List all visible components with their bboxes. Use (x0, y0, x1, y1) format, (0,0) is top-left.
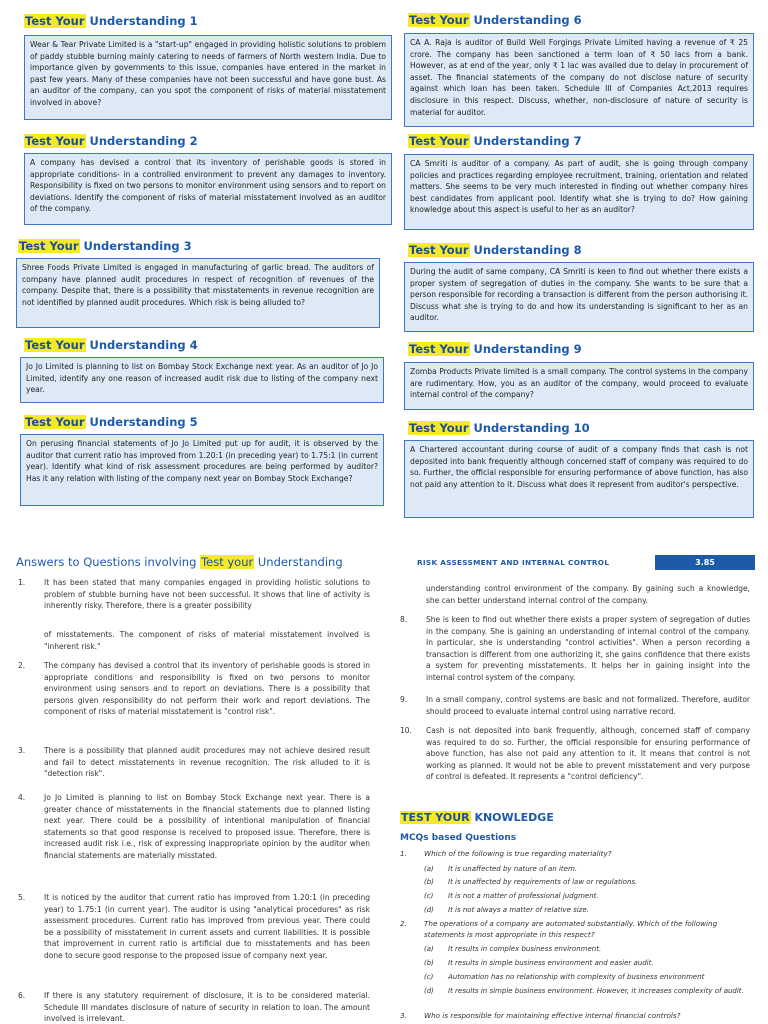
tyu-box-7: CA Smriti is auditor of a company. As part of audit, she is going through company policies and practices regarding employee recruitment, training, orientation and related matters. She seems to be very much interested in finding out whether company hires best candidates from applicant pool. Identify what she is trying to do? How gaining knowledge about this aspect is useful to her as an auditor? (404, 154, 754, 230)
running-header (417, 555, 757, 571)
answer-item: of misstatements. The component of risks of material misstatement involved is "inherent risk." (44, 630, 370, 651)
mcq-question: 2. The operations of a company are automated substantially. Which of the following statements is most appropriate in this respect? (400, 919, 718, 939)
mcq-option: (b) It is unaffected by requirements of law or regulations. (424, 878, 638, 886)
tyu-box-6: CA A. Raja is auditor of Build Well Forgings Private Limited having a revenue of ₹ 25 crore. The company has been sanctioned a term loan of ₹ 50 lacs from a bank. However, as at end of the year, only ₹ 1 lac was availed due to delay in procurement of asset. The financial statements of the company do not disclose nature of security against which loan has been taken. Schedule III of Companies Act,2013 requires disclosure in this respect. Discuss, whether, non-disclosure of nature of security is material for auditor. (404, 33, 754, 127)
tyu-box-9: Zomba Products Private limited is a small company. The control systems in the company are rudimentary. How, you as an auditor of the company, would proceed to evaluate internal control of the company? (404, 362, 754, 410)
tyu-heading-4: Test Your Understanding 4 (25, 338, 198, 352)
tyu-box-2: A company has devised a control that its inventory of perishable goods is stored in appropriate conditions- in a controlled environment to prevent any damages to inventory. Responsibility is fixed on two persons to monitor environment using sensors and to report on deviations. Identify the component of risks of material misstatement involved as an auditor of the company. (24, 153, 392, 225)
test-your-knowledge-heading: TEST YOUR KNOWLEDGE (401, 811, 554, 824)
answer-item: 3. There is a possibility that planned audit procedures may not achieve desired result and fail to detect misstatements in revenue recognition. The risk alluded to it is "detection risk". (18, 746, 370, 779)
answer-item: 5. It is noticed by the auditor that current ratio has improved from 1.20:1 (in preceding year) to 1.75:1 (in current year). The auditor is using "analytical procedures" as risk assessment procedures. Current ratio has improved from previous year. There could be a possibility of misstatement in current assets and current liabilities. It is possible that improvement in current ratio is artificial due to misstatements and has been done to secure good response to the proposed issue of company next year. (18, 893, 370, 960)
tyu-heading-5: Test Your Understanding 5 (25, 415, 198, 429)
tyu-box-8: During the audit of same company, CA Smriti is keen to find out whether there exists a proper system of segregation of duties in the company. She wants to be sure that a person responsible for recording a transaction is different from the person authorising it. Discuss what she is trying to do and how its understanding is significant to her as an auditor. (404, 262, 754, 332)
tyu-heading-6: Test Your Understanding 6 (409, 13, 582, 27)
tyu-heading-10: Test Your Understanding 10 (409, 421, 590, 435)
tyu-heading-2: Test Your Understanding 2 (25, 134, 198, 148)
answers-title: Answers to Questions involving Test your Understanding (16, 555, 343, 569)
answer-item: 8. She is keen to find out whether there exists a proper system of segregation of duties in the company. She is gaining an understanding of internal control of the company. In particular, she is understanding "control activities". When a person recording a transaction is different from one authorizing it, she gains confidence that there exists a system for preventing misstatements. It helps her in gaining insight into the internal control system of the company. (400, 615, 750, 682)
answer-item: 4. Jo Jo Limited is planning to list on Bombay Stock Exchange next year. There is a greater chance of misstatements in the financial statements due to planned listing next year. There could be a possibility of intentional manipulation of financial statements so that good response is received to proposed issue. Therefore, there is increased audit risk i.e., risk of expressing inappropriate opinion by the auditor when financial statements are materially misstated. (18, 793, 370, 860)
tyu-box-5: On perusing financial statements of Jo Jo Limited put up for audit, it is observed by the auditor that current ratio has improved from 1.20:1 (in preceding year) to 1.75:1 (in current year). Identify what kind of risk assessment procedures are being performed by auditor? Has it any relation with listing of the company next year on Bombay Stock Exchange? (20, 434, 384, 506)
mcq-option: (d) It is not always a matter of relative size. (424, 906, 589, 914)
tyu-heading-9: Test Your Understanding 9 (409, 342, 582, 356)
mcq-question: 3. Who is responsible for maintaining effective internal financial controls? (400, 1011, 681, 1020)
tyu-heading-8: Test Your Understanding 8 (409, 243, 582, 257)
answer-item: 10. Cash is not deposited into bank frequently, although, concerned staff of company was required to do so. Further, the official responsible for ensuring performance of above function, has also not paid any attention to it. It means that control is not working as planned. It would not be able to prevent misstatement and very purpose of control is defeated. It represents a "control deficiency". (400, 726, 750, 782)
mcq-option: (b) It results in simple business environment and easier audit. (424, 959, 654, 967)
tyu-heading-7: Test Your Understanding 7 (409, 134, 582, 148)
answer-item: 2. The company has devised a control that its inventory of perishable goods is stored in appropriate conditions and responsibility is fixed on two persons to monitor environment using sensors and to report on deviations. There is a possibility that persons given responsibility do not perform their work and report deviations. The component of risks of material misstatement is "control risk". (18, 661, 370, 717)
mcq-option: (d) It results in simple business environment. However, it increases complexity of audit. (424, 987, 744, 995)
tyu-box-3: Shree Foods Private Limited is engaged in manufacturing of garlic bread. The auditors of company have planned audit procedures in respect of recognition of revenues of the company. Despite that, there is a possibility that misstatements in revenue recognition are not identified by planned audit procedures. Which risk is being alluded to? (16, 258, 380, 328)
tyu-box-1: Wear & Tear Private Limited is a "start-up" engaged in providing holistic solutions to problem of paddy stubble burning mainly catering to needs of farmers of North western India. Due to importance given by governments to this issue, companies have entered in the market in past few years. Many of these companies have not been successful and have gone bust. As an auditor of the company, can you spot the component of risks of material misstatement involved in above? (24, 35, 392, 120)
answer-item: understanding control environment of the company. By gaining such a knowledge, she can better understand internal control of the company. (426, 584, 750, 605)
tyu-heading-3: Test Your Understanding 3 (19, 239, 192, 253)
answer-item: 9. In a small company, control systems are basic and not formalized. Therefore, auditor should proceed to evaluate internal control using narrative record. (400, 695, 750, 716)
page-number: 3.85 (655, 555, 755, 570)
mcq-heading: MCQs based Questions (400, 833, 517, 843)
tyu-box-4: Jo Jo Limited is planning to list on Bombay Stock Exchange next year. As an auditor of Jo Jo Limited, identify any one reason of increased audit risk due to listing of the company next year. (20, 357, 384, 403)
tyu-heading-1: Test Your Understanding 1 (25, 14, 198, 28)
mcq-option: (c) It is not a matter of professional judgment. (424, 892, 599, 900)
mcq-option: (a) It results in complex business environment. (424, 945, 602, 953)
running-title: RISK ASSESSMENT AND INTERNAL CONTROL (417, 558, 610, 567)
mcq-option: (a) It is unaffected by nature of an item. (424, 865, 578, 873)
mcq-option: (c) Automation has no relationship with complexity of business environment (424, 973, 705, 981)
answer-item: 6. If there is any statutory requirement of disclosure, it is to be considered material. Schedule III mandates disclosure of nature of security in relation to loan. The amount involved is irrelevant. (18, 991, 370, 1024)
tyu-box-10: A Chartered accountant during course of audit of a company finds that cash is not deposited into bank frequently although concerned staff of company was required to do so. Further, the official responsible for ensuring performance of above function, has also not paid any attention to it. Discuss what does it represent from auditor's perspective. (404, 440, 754, 518)
answer-item: 1. It has been stated that many companies engaged in providing holistic solutions to problem of stubble burning have not been successful. It shows that line of activity is inherently risky. Therefore, there is a greater possibility (18, 578, 370, 611)
